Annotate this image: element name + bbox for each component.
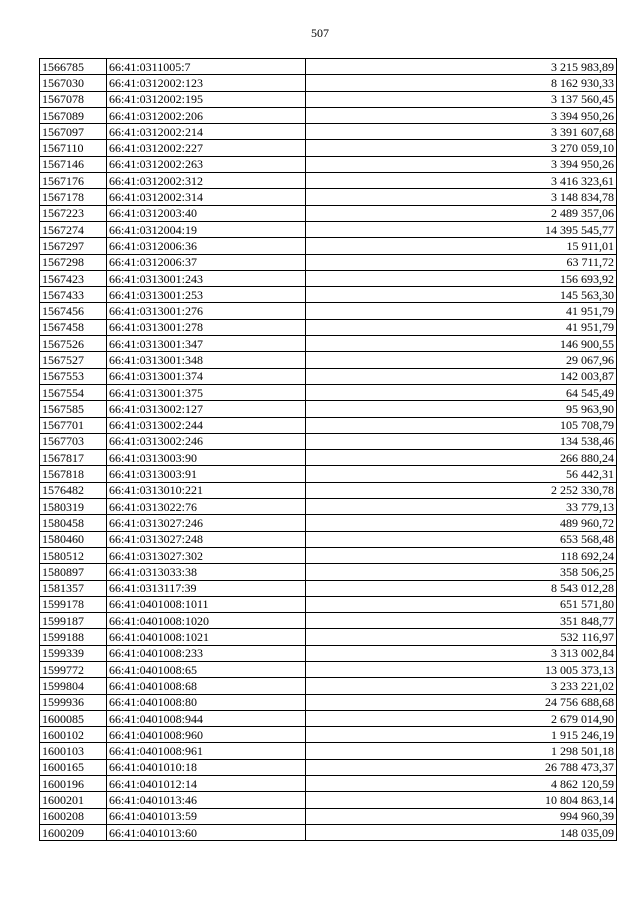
table-row [40,384,617,400]
cadastral-number-cell: 66:41:0313001:243 [107,270,306,286]
cadastral-number-cell: 66:41:0401008:1021 [107,629,306,645]
value-cell: 146 900,55 [306,336,617,352]
table-row [40,107,617,123]
row-id-cell: 1599339 [40,645,107,661]
value-cell: 994 960,39 [306,808,617,824]
row-id-cell: 1567585 [40,401,107,417]
cadastral-number-cell: 66:41:0313117:39 [107,580,306,596]
table-row [40,482,617,498]
value-cell: 3 394 950,26 [306,156,617,172]
cadastral-number-cell: 66:41:0313001:374 [107,368,306,384]
row-id-cell: 1599804 [40,678,107,694]
row-id-cell: 1567298 [40,254,107,270]
row-id-cell: 1600102 [40,727,107,743]
row-id-cell: 1580512 [40,547,107,563]
table-row [40,91,617,107]
value-cell: 3 394 950,26 [306,107,617,123]
table-row [40,254,617,270]
table-row [40,433,617,449]
value-cell: 3 148 834,78 [306,189,617,205]
value-cell: 8 543 012,28 [306,580,617,596]
cadastral-number-cell: 66:41:0313002:244 [107,417,306,433]
cadastral-number-cell: 66:41:0312002:206 [107,107,306,123]
table-body [40,59,617,841]
value-cell: 142 003,87 [306,368,617,384]
row-id-cell: 1600103 [40,743,107,759]
row-id-cell: 1567089 [40,107,107,123]
table-row [40,727,617,743]
data-table [39,58,617,841]
value-cell: 651 571,80 [306,596,617,612]
value-cell: 3 137 560,45 [306,91,617,107]
table-row [40,124,617,140]
value-cell: 14 395 545,77 [306,221,617,237]
value-cell: 134 538,46 [306,433,617,449]
table-row [40,205,617,221]
table-row [40,417,617,433]
row-id-cell: 1599772 [40,661,107,677]
cadastral-number-cell: 66:41:0313003:91 [107,466,306,482]
row-id-cell: 1567423 [40,270,107,286]
table-row [40,580,617,596]
row-id-cell: 1600208 [40,808,107,824]
table-row [40,678,617,694]
cadastral-number-cell: 66:41:0401008:1011 [107,596,306,612]
table-row [40,629,617,645]
value-cell: 351 848,77 [306,613,617,629]
value-cell: 10 804 863,14 [306,792,617,808]
row-id-cell: 1600165 [40,759,107,775]
cadastral-number-cell: 66:41:0313001:347 [107,336,306,352]
table-row [40,303,617,319]
row-id-cell: 1567527 [40,352,107,368]
row-id-cell: 1581357 [40,580,107,596]
cadastral-number-cell: 66:41:0401012:14 [107,776,306,792]
table-row [40,547,617,563]
value-cell: 2 489 357,06 [306,205,617,221]
row-id-cell: 1599187 [40,613,107,629]
table-row [40,515,617,531]
table-row [40,499,617,515]
value-cell: 3 270 059,10 [306,140,617,156]
value-cell: 3 215 983,89 [306,59,617,75]
cadastral-number-cell: 66:41:0313027:246 [107,515,306,531]
row-id-cell: 1567078 [40,91,107,107]
table-row [40,824,617,840]
cadastral-number-cell: 66:41:0313002:246 [107,433,306,449]
value-cell: 3 391 607,68 [306,124,617,140]
value-cell: 3 416 323,61 [306,173,617,189]
cadastral-number-cell: 66:41:0313003:90 [107,450,306,466]
row-id-cell: 1567818 [40,466,107,482]
table-row [40,776,617,792]
cadastral-number-cell: 66:41:0401008:233 [107,645,306,661]
cadastral-number-cell: 66:41:0313001:348 [107,352,306,368]
table-row [40,287,617,303]
value-cell: 64 545,49 [306,384,617,400]
table-row [40,352,617,368]
table-row [40,336,617,352]
value-cell: 145 563,30 [306,287,617,303]
row-id-cell: 1567554 [40,384,107,400]
row-id-cell: 1567456 [40,303,107,319]
table-row [40,792,617,808]
cadastral-number-cell: 66:41:0312002:314 [107,189,306,205]
cadastral-number-cell: 66:41:0401008:960 [107,727,306,743]
value-cell: 3 233 221,02 [306,678,617,694]
row-id-cell: 1567297 [40,238,107,254]
row-id-cell: 1600209 [40,824,107,840]
row-id-cell: 1600196 [40,776,107,792]
cadastral-number-cell: 66:41:0312002:227 [107,140,306,156]
value-cell: 24 756 688,68 [306,694,617,710]
value-cell: 4 862 120,59 [306,776,617,792]
value-cell: 1 298 501,18 [306,743,617,759]
row-id-cell: 1567178 [40,189,107,205]
cadastral-number-cell: 66:41:0312002:195 [107,91,306,107]
page-number: 507 [311,26,329,40]
cadastral-number-cell: 66:41:0401013:60 [107,824,306,840]
cadastral-number-cell: 66:41:0401013:59 [107,808,306,824]
row-id-cell: 1580460 [40,531,107,547]
table-row [40,238,617,254]
row-id-cell: 1599936 [40,694,107,710]
row-id-cell: 1567553 [40,368,107,384]
row-id-cell: 1600201 [40,792,107,808]
cadastral-number-cell: 66:41:0401008:1020 [107,613,306,629]
cadastral-number-cell: 66:41:0313001:253 [107,287,306,303]
table-row [40,661,617,677]
cadastral-number-cell: 66:41:0313001:375 [107,384,306,400]
value-cell: 15 911,01 [306,238,617,254]
value-cell: 41 951,79 [306,303,617,319]
row-id-cell: 1567703 [40,433,107,449]
value-cell: 489 960,72 [306,515,617,531]
row-id-cell: 1567110 [40,140,107,156]
cadastral-number-cell: 66:41:0312006:36 [107,238,306,254]
cadastral-number-cell: 66:41:0313002:127 [107,401,306,417]
table-row [40,531,617,547]
cadastral-number-cell: 66:41:0401008:961 [107,743,306,759]
table-row [40,221,617,237]
row-id-cell: 1567458 [40,319,107,335]
cadastral-number-cell: 66:41:0313001:278 [107,319,306,335]
table-row [40,743,617,759]
row-id-cell: 1576482 [40,482,107,498]
cadastral-number-cell: 66:41:0312006:37 [107,254,306,270]
table-row [40,270,617,286]
value-cell: 63 711,72 [306,254,617,270]
cadastral-number-cell: 66:41:0401010:18 [107,759,306,775]
table-row [40,59,617,75]
cadastral-number-cell: 66:41:0313033:38 [107,564,306,580]
value-cell: 41 951,79 [306,319,617,335]
value-cell: 95 963,90 [306,401,617,417]
row-id-cell: 1599188 [40,629,107,645]
cadastral-number-cell: 66:41:0312002:312 [107,173,306,189]
value-cell: 118 692,24 [306,547,617,563]
value-cell: 2 679 014,90 [306,710,617,726]
table-row [40,759,617,775]
cadastral-number-cell: 66:41:0312002:214 [107,124,306,140]
row-id-cell: 1567274 [40,221,107,237]
table-row [40,466,617,482]
table-row [40,596,617,612]
row-id-cell: 1567030 [40,75,107,91]
row-id-cell: 1567817 [40,450,107,466]
cadastral-number-cell: 66:41:0401008:68 [107,678,306,694]
value-cell: 653 568,48 [306,531,617,547]
value-cell: 266 880,24 [306,450,617,466]
cadastral-number-cell: 66:41:0312004:19 [107,221,306,237]
value-cell: 8 162 930,33 [306,75,617,91]
table-row [40,710,617,726]
cadastral-number-cell: 66:41:0401008:65 [107,661,306,677]
table-row [40,368,617,384]
cadastral-number-cell: 66:41:0313022:76 [107,499,306,515]
row-id-cell: 1580458 [40,515,107,531]
cadastral-number-cell: 66:41:0401013:46 [107,792,306,808]
table-row [40,564,617,580]
value-cell: 33 779,13 [306,499,617,515]
table-row [40,694,617,710]
table-row [40,75,617,91]
cadastral-number-cell: 66:41:0312002:263 [107,156,306,172]
table-row [40,613,617,629]
table-row [40,401,617,417]
value-cell: 13 005 373,13 [306,661,617,677]
row-id-cell: 1566785 [40,59,107,75]
row-id-cell: 1567526 [40,336,107,352]
value-cell: 2 252 330,78 [306,482,617,498]
table-row [40,645,617,661]
cadastral-number-cell: 66:41:0313001:276 [107,303,306,319]
cadastral-number-cell: 66:41:0311005:7 [107,59,306,75]
value-cell: 532 116,97 [306,629,617,645]
row-id-cell: 1567176 [40,173,107,189]
row-id-cell: 1567223 [40,205,107,221]
cadastral-number-cell: 66:41:0313010:221 [107,482,306,498]
row-id-cell: 1600085 [40,710,107,726]
table-row [40,450,617,466]
value-cell: 358 506,25 [306,564,617,580]
row-id-cell: 1567097 [40,124,107,140]
cadastral-number-cell: 66:41:0401008:944 [107,710,306,726]
value-cell: 29 067,96 [306,352,617,368]
value-cell: 148 035,09 [306,824,617,840]
table-row [40,140,617,156]
value-cell: 56 442,31 [306,466,617,482]
value-cell: 1 915 246,19 [306,727,617,743]
table-row [40,808,617,824]
row-id-cell: 1580319 [40,499,107,515]
cadastral-number-cell: 66:41:0401008:80 [107,694,306,710]
value-cell: 105 708,79 [306,417,617,433]
value-cell: 156 693,92 [306,270,617,286]
row-id-cell: 1567146 [40,156,107,172]
row-id-cell: 1599178 [40,596,107,612]
cadastral-number-cell: 66:41:0312003:40 [107,205,306,221]
table-row [40,156,617,172]
value-cell: 3 313 002,84 [306,645,617,661]
cadastral-number-cell: 66:41:0313027:302 [107,547,306,563]
row-id-cell: 1580897 [40,564,107,580]
row-id-cell: 1567433 [40,287,107,303]
value-cell: 26 788 473,37 [306,759,617,775]
cadastral-number-cell: 66:41:0313027:248 [107,531,306,547]
table-row [40,189,617,205]
cadastral-number-cell: 66:41:0312002:123 [107,75,306,91]
table-row [40,173,617,189]
row-id-cell: 1567701 [40,417,107,433]
table-row [40,319,617,335]
